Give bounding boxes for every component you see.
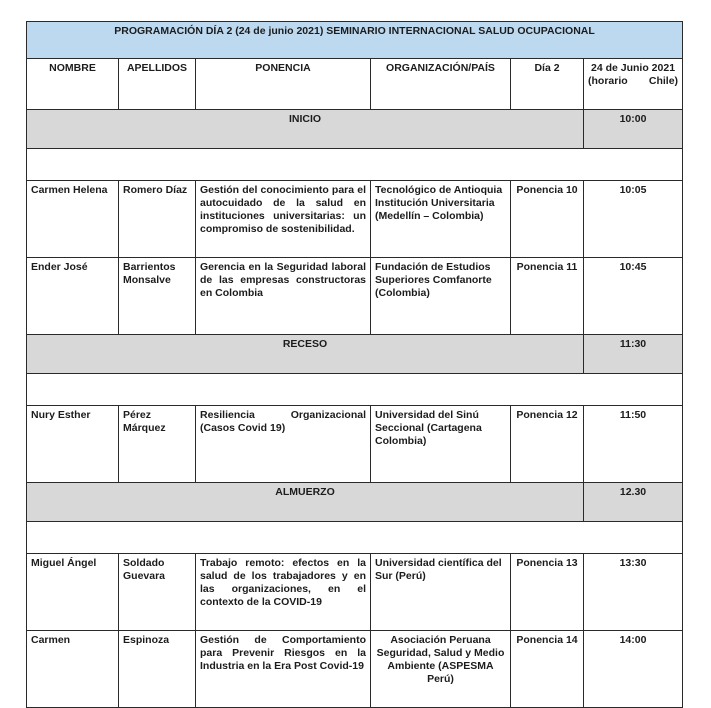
cell-organizacion: Asociación Peruana Seguridad, Salud y Medio Ambiente (ASPESMA Perú): [371, 631, 511, 708]
table-row: [27, 554, 683, 631]
break-time: 11:30: [584, 335, 683, 374]
cell-apellidos: Pérez Márquez: [119, 406, 196, 483]
spacer-row: [27, 522, 683, 554]
cell-ponencia: Trabajo remoto: efectos en la salud de los trabajadores y en las organizaciones, en el contexto de la COVID-19: [196, 554, 371, 631]
cell-nombre: Carmen Helena: [27, 181, 119, 258]
schedule-table: [26, 21, 683, 708]
cell-organizacion: Universidad científica del Sur (Perú): [371, 554, 511, 631]
table-row: [27, 181, 683, 258]
spacer-cell: [27, 149, 683, 181]
cell-organizacion: Tecnológico de Antioquia Institución Universitaria (Medellín – Colombia): [371, 181, 511, 258]
table-row: [27, 631, 683, 708]
header-organizacion: ORGANIZACIÓN/PAÍS: [371, 59, 511, 110]
table-row: [27, 258, 683, 335]
cell-dia: Ponencia 13: [511, 554, 584, 631]
break-label: ALMUERZO: [27, 483, 584, 522]
break-time: 12.30: [584, 483, 683, 522]
cell-hora: 11:50: [584, 406, 683, 483]
header-hora: 24 de Junio 2021 (horario Chile): [584, 59, 683, 110]
cell-dia: Ponencia 14: [511, 631, 584, 708]
cell-nombre: Ender José: [27, 258, 119, 335]
spacer-row: [27, 149, 683, 181]
break-row-receso: [27, 335, 683, 374]
cell-organizacion: Fundación de Estudios Superiores Comfanorte (Colombia): [371, 258, 511, 335]
cell-hora: 13:30: [584, 554, 683, 631]
cell-nombre: Nury Esther: [27, 406, 119, 483]
break-time: 10:00: [584, 110, 683, 149]
cell-apellidos: Soldado Guevara: [119, 554, 196, 631]
break-label: INICIO: [27, 110, 584, 149]
table-title: PROGRAMACIÓN DÍA 2 (24 de junio 2021) SEMINARIO INTERNACIONAL SALUD OCUPACIONAL: [27, 22, 683, 59]
cell-dia: Ponencia 11: [511, 258, 584, 335]
header-row: [27, 59, 683, 110]
cell-apellidos: Espinoza: [119, 631, 196, 708]
cell-apellidos: Barrientos Monsalve: [119, 258, 196, 335]
cell-nombre: Carmen: [27, 631, 119, 708]
header-dia: Día 2: [511, 59, 584, 110]
spacer-cell: [27, 522, 683, 554]
cell-ponencia: Resiliencia Organizacional (Casos Covid 19): [196, 406, 371, 483]
cell-hora: 14:00: [584, 631, 683, 708]
break-label: RECESO: [27, 335, 584, 374]
cell-ponencia: Gestión del conocimiento para el autocuidado de la salud en instituciones universitarias: un compromiso de sostenibilidad.: [196, 181, 371, 258]
spacer-row: [27, 374, 683, 406]
cell-ponencia: Gestión de Comportamiento para Prevenir Riesgos en la Industria en la Era Post Covid-19: [196, 631, 371, 708]
cell-dia: Ponencia 12: [511, 406, 584, 483]
cell-apellidos: Romero Díaz: [119, 181, 196, 258]
cell-hora: 10:45: [584, 258, 683, 335]
table-row: [27, 406, 683, 483]
cell-organizacion: Universidad del Sinú Seccional (Cartagena Colombia): [371, 406, 511, 483]
break-row-almuerzo: [27, 483, 683, 522]
spacer-cell: [27, 374, 683, 406]
cell-ponencia: Gerencia en la Seguridad laboral de las empresas constructoras en Colombia: [196, 258, 371, 335]
header-nombre: NOMBRE: [27, 59, 119, 110]
header-ponencia: PONENCIA: [196, 59, 371, 110]
header-apellidos: APELLIDOS: [119, 59, 196, 110]
break-row-inicio: [27, 110, 683, 149]
cell-dia: Ponencia 10: [511, 181, 584, 258]
cell-hora: 10:05: [584, 181, 683, 258]
cell-nombre: Miguel Ángel: [27, 554, 119, 631]
